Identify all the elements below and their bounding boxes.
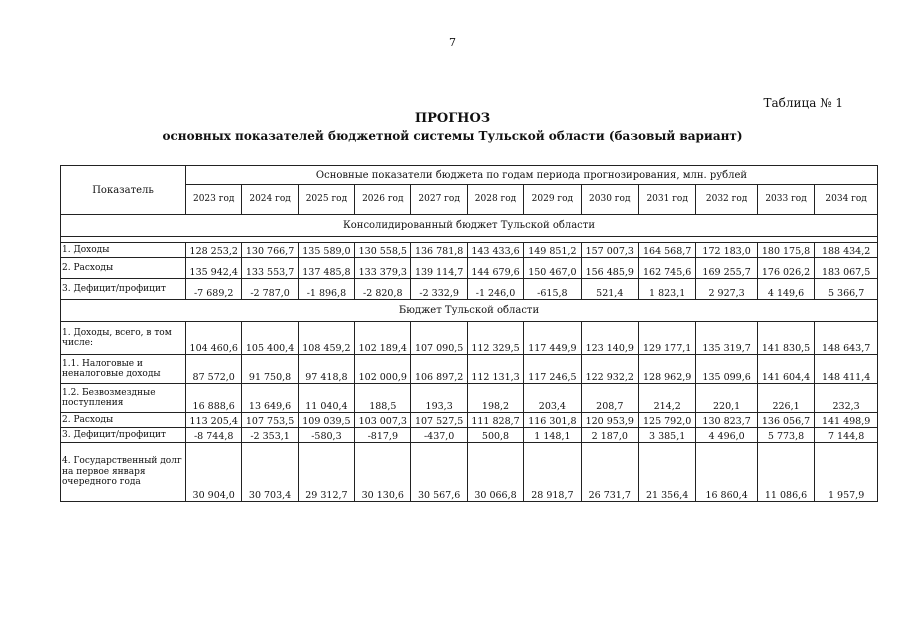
value-cell: -2 787,0 bbox=[242, 279, 298, 300]
value-cell: 150 467,0 bbox=[524, 258, 581, 279]
value-cell: 500,8 bbox=[467, 428, 523, 443]
indicator-header: Показатель bbox=[61, 166, 186, 215]
value-cell: 129 177,1 bbox=[638, 322, 695, 355]
value-cell: 112 329,5 bbox=[467, 322, 523, 355]
value-cell: 4 496,0 bbox=[696, 428, 757, 443]
value-cell: -2 353,1 bbox=[242, 428, 298, 443]
value-cell: 135 099,6 bbox=[696, 355, 757, 384]
value-cell: 156 485,9 bbox=[581, 258, 638, 279]
value-cell: 130 766,7 bbox=[242, 243, 298, 258]
budget-forecast-table bbox=[60, 165, 878, 502]
value-cell: -2 332,9 bbox=[411, 279, 467, 300]
table-row bbox=[61, 322, 878, 355]
value-cell: 16 888,6 bbox=[186, 384, 242, 413]
value-cell: 29 312,7 bbox=[298, 443, 354, 502]
value-cell: 2 927,3 bbox=[696, 279, 757, 300]
value-cell: 26 731,7 bbox=[581, 443, 638, 502]
value-cell: 1 823,1 bbox=[638, 279, 695, 300]
year-header: 2025 год bbox=[298, 185, 354, 215]
value-cell: 143 433,6 bbox=[467, 243, 523, 258]
value-cell: 117 246,5 bbox=[524, 355, 581, 384]
year-header: 2033 год bbox=[757, 185, 814, 215]
page-number: 7 bbox=[449, 36, 456, 49]
value-cell: 128 962,9 bbox=[638, 355, 695, 384]
value-cell: 141 604,4 bbox=[757, 355, 814, 384]
value-cell: 208,7 bbox=[581, 384, 638, 413]
value-cell: 144 679,6 bbox=[467, 258, 523, 279]
table-row bbox=[61, 384, 878, 413]
value-cell: 16 860,4 bbox=[696, 443, 757, 502]
value-cell: 188 434,2 bbox=[815, 243, 878, 258]
value-cell: 120 953,9 bbox=[581, 413, 638, 428]
value-cell: 91 750,8 bbox=[242, 355, 298, 384]
year-header: 2029 год bbox=[524, 185, 581, 215]
value-cell: 169 255,7 bbox=[696, 258, 757, 279]
value-cell: 108 459,2 bbox=[298, 322, 354, 355]
value-cell: 183 067,5 bbox=[815, 258, 878, 279]
value-cell: 5 773,8 bbox=[757, 428, 814, 443]
value-cell: 11 040,4 bbox=[298, 384, 354, 413]
value-cell: 141 498,9 bbox=[815, 413, 878, 428]
value-cell: 122 932,2 bbox=[581, 355, 638, 384]
value-cell: 149 851,2 bbox=[524, 243, 581, 258]
value-cell: 141 830,5 bbox=[757, 322, 814, 355]
value-cell: 112 131,3 bbox=[467, 355, 523, 384]
table-row bbox=[61, 443, 878, 502]
value-cell: 188,5 bbox=[355, 384, 411, 413]
value-cell: 102 189,4 bbox=[355, 322, 411, 355]
value-cell: 214,2 bbox=[638, 384, 695, 413]
value-cell: 106 897,2 bbox=[411, 355, 467, 384]
value-cell: 162 745,6 bbox=[638, 258, 695, 279]
row-label: 1.2. Безвозмездные поступления bbox=[61, 384, 186, 413]
section-title: Консолидированный бюджет Тульской области bbox=[61, 215, 878, 237]
value-cell: 128 253,2 bbox=[186, 243, 242, 258]
value-cell: 87 572,0 bbox=[186, 355, 242, 384]
year-header: 2030 год bbox=[581, 185, 638, 215]
section-title: Бюджет Тульской области bbox=[61, 300, 878, 322]
table-number: Таблица № 1 bbox=[763, 96, 843, 110]
value-cell: 109 039,5 bbox=[298, 413, 354, 428]
year-header: 2024 год bbox=[242, 185, 298, 215]
value-cell: -437,0 bbox=[411, 428, 467, 443]
value-cell: 7 144,8 bbox=[815, 428, 878, 443]
value-cell: 13 649,6 bbox=[242, 384, 298, 413]
value-cell: 4 149,6 bbox=[757, 279, 814, 300]
value-cell: 21 356,4 bbox=[638, 443, 695, 502]
year-header: 2027 год bbox=[411, 185, 467, 215]
value-cell: 136 056,7 bbox=[757, 413, 814, 428]
value-cell: 148 643,7 bbox=[815, 322, 878, 355]
table-row bbox=[61, 428, 878, 443]
value-cell: 11 086,6 bbox=[757, 443, 814, 502]
value-cell: 30 130,6 bbox=[355, 443, 411, 502]
value-cell: 125 792,0 bbox=[638, 413, 695, 428]
table-row bbox=[61, 279, 878, 300]
value-cell: 104 460,6 bbox=[186, 322, 242, 355]
row-label: 4. Государственный долг на первое января очередного года bbox=[61, 443, 186, 502]
value-cell: 139 114,7 bbox=[411, 258, 467, 279]
value-cell: 135 319,7 bbox=[696, 322, 757, 355]
row-label: 3. Дефицит/профицит bbox=[61, 428, 186, 443]
section-row bbox=[61, 300, 878, 322]
value-cell: 103 007,3 bbox=[355, 413, 411, 428]
value-cell: 28 918,7 bbox=[524, 443, 581, 502]
value-cell: 107 753,5 bbox=[242, 413, 298, 428]
value-cell: -580,3 bbox=[298, 428, 354, 443]
year-header: 2034 год bbox=[815, 185, 878, 215]
value-cell: 30 066,8 bbox=[467, 443, 523, 502]
value-cell: -615,8 bbox=[524, 279, 581, 300]
section-row bbox=[61, 215, 878, 237]
value-cell: 2 187,0 bbox=[581, 428, 638, 443]
value-cell: 5 366,7 bbox=[815, 279, 878, 300]
value-cell: 111 828,7 bbox=[467, 413, 523, 428]
value-cell: 521,4 bbox=[581, 279, 638, 300]
year-header: 2031 год bbox=[638, 185, 695, 215]
value-cell: 135 942,4 bbox=[186, 258, 242, 279]
value-cell: 135 589,0 bbox=[298, 243, 354, 258]
value-cell: -1 896,8 bbox=[298, 279, 354, 300]
row-label: 2. Расходы bbox=[61, 413, 186, 428]
value-cell: -7 689,2 bbox=[186, 279, 242, 300]
value-cell: 123 140,9 bbox=[581, 322, 638, 355]
value-cell: -817,9 bbox=[355, 428, 411, 443]
value-cell: 172 183,0 bbox=[696, 243, 757, 258]
value-cell: 116 301,8 bbox=[524, 413, 581, 428]
value-cell: 130 823,7 bbox=[696, 413, 757, 428]
value-cell: 164 568,7 bbox=[638, 243, 695, 258]
row-label: 1. Доходы bbox=[61, 243, 186, 258]
row-label: 3. Дефицит/профицит bbox=[61, 279, 186, 300]
document-title: ПРОГНОЗ bbox=[414, 111, 491, 126]
table-row bbox=[61, 258, 878, 279]
value-cell: 193,3 bbox=[411, 384, 467, 413]
value-cell: 180 175,8 bbox=[757, 243, 814, 258]
value-cell: 137 485,8 bbox=[298, 258, 354, 279]
value-cell: 176 026,2 bbox=[757, 258, 814, 279]
value-cell: 3 385,1 bbox=[638, 428, 695, 443]
value-cell: 30 567,6 bbox=[411, 443, 467, 502]
year-header: 2023 год bbox=[186, 185, 242, 215]
row-label: 1.1. Налоговые и неналоговые доходы bbox=[61, 355, 186, 384]
value-cell: 198,2 bbox=[467, 384, 523, 413]
value-cell: 136 781,8 bbox=[411, 243, 467, 258]
value-cell: 102 000,9 bbox=[355, 355, 411, 384]
year-header: 2032 год bbox=[696, 185, 757, 215]
value-cell: 133 379,3 bbox=[355, 258, 411, 279]
value-cell: 232,3 bbox=[815, 384, 878, 413]
value-cell: -1 246,0 bbox=[467, 279, 523, 300]
document-subtitle: основных показателей бюджетной системы Тульской области (базовый вариант) bbox=[162, 129, 743, 143]
value-cell: 133 553,7 bbox=[242, 258, 298, 279]
value-cell: 113 205,4 bbox=[186, 413, 242, 428]
years-group-header: Основные показатели бюджета по годам периода прогнозирования, млн. рублей bbox=[186, 166, 878, 185]
value-cell: 203,4 bbox=[524, 384, 581, 413]
value-cell: 105 400,4 bbox=[242, 322, 298, 355]
value-cell: 226,1 bbox=[757, 384, 814, 413]
value-cell: 157 007,3 bbox=[581, 243, 638, 258]
value-cell: 107 090,5 bbox=[411, 322, 467, 355]
value-cell: 117 449,9 bbox=[524, 322, 581, 355]
value-cell: 97 418,8 bbox=[298, 355, 354, 384]
value-cell: 220,1 bbox=[696, 384, 757, 413]
value-cell: -8 744,8 bbox=[186, 428, 242, 443]
table-row bbox=[61, 355, 878, 384]
year-header: 2026 год bbox=[355, 185, 411, 215]
value-cell: 130 558,5 bbox=[355, 243, 411, 258]
row-label: 1. Доходы, всего, в том числе: bbox=[61, 322, 186, 355]
value-cell: 148 411,4 bbox=[815, 355, 878, 384]
value-cell: 1 957,9 bbox=[815, 443, 878, 502]
table-row bbox=[61, 413, 878, 428]
value-cell: 1 148,1 bbox=[524, 428, 581, 443]
year-header: 2028 год bbox=[467, 185, 523, 215]
table-row bbox=[61, 243, 878, 258]
row-label: 2. Расходы bbox=[61, 258, 186, 279]
value-cell: 30 703,4 bbox=[242, 443, 298, 502]
value-cell: 107 527,5 bbox=[411, 413, 467, 428]
value-cell: 30 904,0 bbox=[186, 443, 242, 502]
value-cell: -2 820,8 bbox=[355, 279, 411, 300]
